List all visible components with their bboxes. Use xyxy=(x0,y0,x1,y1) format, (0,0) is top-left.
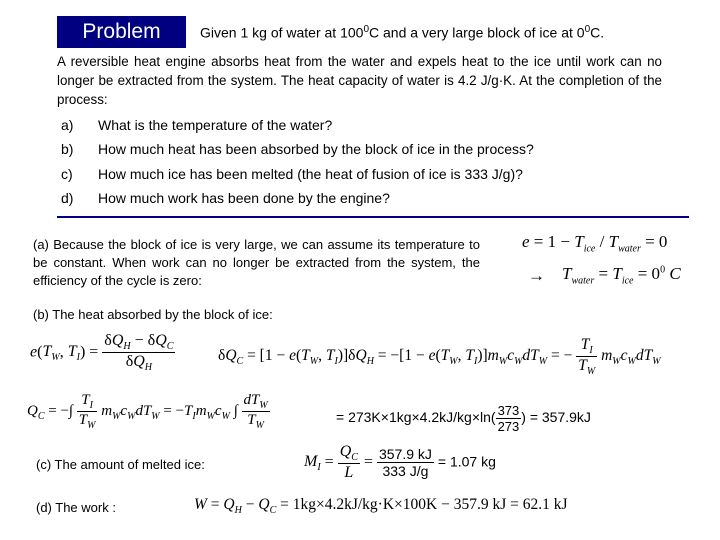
melted-numerator: 357.9 kJ xyxy=(378,446,432,463)
water-temperature-result: $T_{water} = T_{ice} = 0^0$ C xyxy=(562,264,681,287)
question-a-text: What is the temperature of the water? xyxy=(98,117,333,133)
integral-qc-equation: $Q_C$ = −∫ $\frac{T_I}{T_W}$ $m_Wc_WdT_W = -T_Im_Wc_W$ ∫ $\frac{dT_W}{T_W}$ xyxy=(27,392,268,431)
given-statement: Given 1 kg of water at $100^0C$ and a very large block of ice at $0^0C$. xyxy=(200,24,605,41)
question-c-text: How much ice has been melted (the heat of fusion of ice is 333 J/g)? xyxy=(98,166,523,182)
efficiency-equation: $e = 1 - T_{ice} / T_{water} = 0$ xyxy=(522,232,668,255)
melted-denominator: 333 J/g xyxy=(382,463,429,480)
question-b-text: How much heat has been absorbed by the block of ice in the process? xyxy=(98,141,534,157)
problem-paragraph: A reversible heat engine absorbs heat from the water and expels heat to the ice until work can no longer be extracted from the system. The heat capacity of water is 4.2 J/g·K. At the completion of the process: xyxy=(57,54,662,107)
arrow-symbol: → xyxy=(528,266,545,285)
efficiency-definition-equation: $e(T_W$, $T_I$) = $\frac{\delta Q_H - \delta Q_C}{\delta Q_H}$ xyxy=(30,332,174,374)
answer-c-text: (c) The amount of melted ice: xyxy=(36,457,205,472)
melted-result: = 1.07 kg xyxy=(437,453,496,470)
melted-ice-equation: $M_I$ = $\frac{Q_C}{L}$ = $\frac{357.9 kJ}{333 J/g}$ = 1.07 kg xyxy=(304,443,496,482)
question-d-text: How much work has been done by the engine? xyxy=(98,190,390,206)
delta-qc-equation: $\delta Q_C = [1 - e(T_W$, $T_I)]\delta Q_H = -[1 - e(T_W$, $T_I)]m_Wc_WdT_W$ = − $\frac{T_I}{T_W}$ $m_Wc_WdT_W$ xyxy=(218,336,661,378)
heat-result: = 273K×1kg×4.2kJ/kg×ln( $\frac{373}{273}$ ) = 357.9kJ xyxy=(336,403,591,434)
question-b-letter: b) xyxy=(61,141,74,157)
question-a-letter: a) xyxy=(61,117,74,133)
problem-badge: Problem xyxy=(57,16,186,48)
section-divider xyxy=(57,216,689,218)
answer-b-text: (b) The heat absorbed by the block of ice: xyxy=(33,307,273,322)
question-d-letter: d) xyxy=(61,190,74,206)
question-c-letter: c) xyxy=(61,166,73,182)
answer-d-text: (d) The work : xyxy=(36,500,116,515)
answer-a-text: (a) Because the block of ice is very large, we can assume its temperature to be constant. When work can no longer be extracted from the system, the efficiency of the cycle is zero: xyxy=(33,237,480,288)
work-equation: $W = Q_H - Q_C = 1kg\times 4.2kJ/kg\cdot K\times 100K - 357.9$ kJ = 62.1 kJ xyxy=(194,496,568,517)
